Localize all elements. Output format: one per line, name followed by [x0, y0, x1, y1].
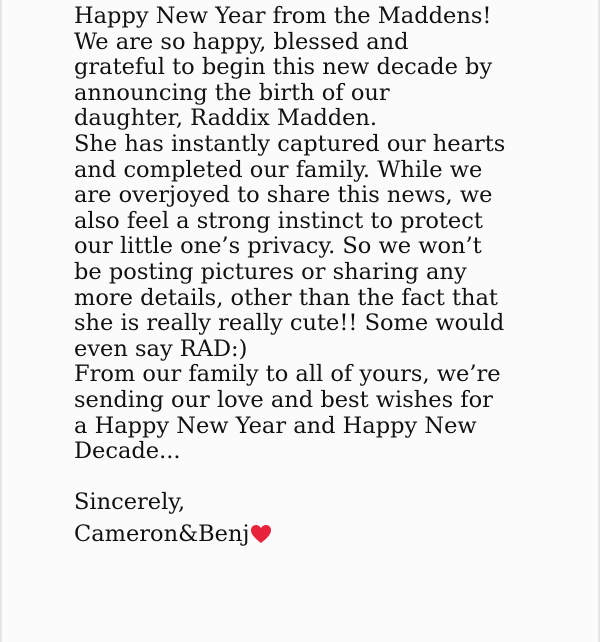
signature: Cameron&Benj — [74, 520, 250, 547]
letter-line-14: even say RAD:) — [74, 335, 248, 362]
letter-line-12: more details, other than the fact that — [74, 284, 498, 311]
letter-line-11: be posting pictures or sharing any — [74, 258, 467, 285]
letter-line-18: Decade... — [74, 438, 181, 465]
letter-line-4: announcing the birth of our — [74, 79, 390, 106]
letter-line-15: From our family to all of yours, we’re — [74, 361, 501, 388]
letter-line-9: also feel a strong instinct to protect — [74, 207, 483, 234]
letter-line-5: daughter, Raddix Madden. — [74, 105, 378, 132]
letter-line-13: she is really really cute!! Some would — [74, 310, 505, 337]
letter-line-10: our little one’s privacy. So we won’t — [74, 233, 482, 260]
letter-line-6: She has instantly captured our hearts — [74, 130, 506, 157]
letter-line-8: are overjoyed to share this news, we — [74, 182, 493, 209]
heart-svg — [250, 524, 272, 544]
letter-line-1: Happy New Year from the Maddens! — [74, 3, 492, 29]
letter-line-16: sending our love and best wishes for — [74, 386, 493, 413]
letter-line-7: and completed our family. While we — [74, 156, 483, 183]
closing: Sincerely, — [74, 489, 186, 516]
letter-line-17: a Happy New Year and Happy New — [74, 412, 477, 439]
blank-line — [74, 465, 594, 491]
signature-line — [74, 522, 594, 551]
letter-body — [74, 4, 594, 550]
letter-line-2: We are so happy, blessed and — [74, 28, 409, 55]
letter-line-3: grateful to begin this new decade by — [74, 54, 493, 81]
red-heart-icon — [250, 524, 272, 551]
